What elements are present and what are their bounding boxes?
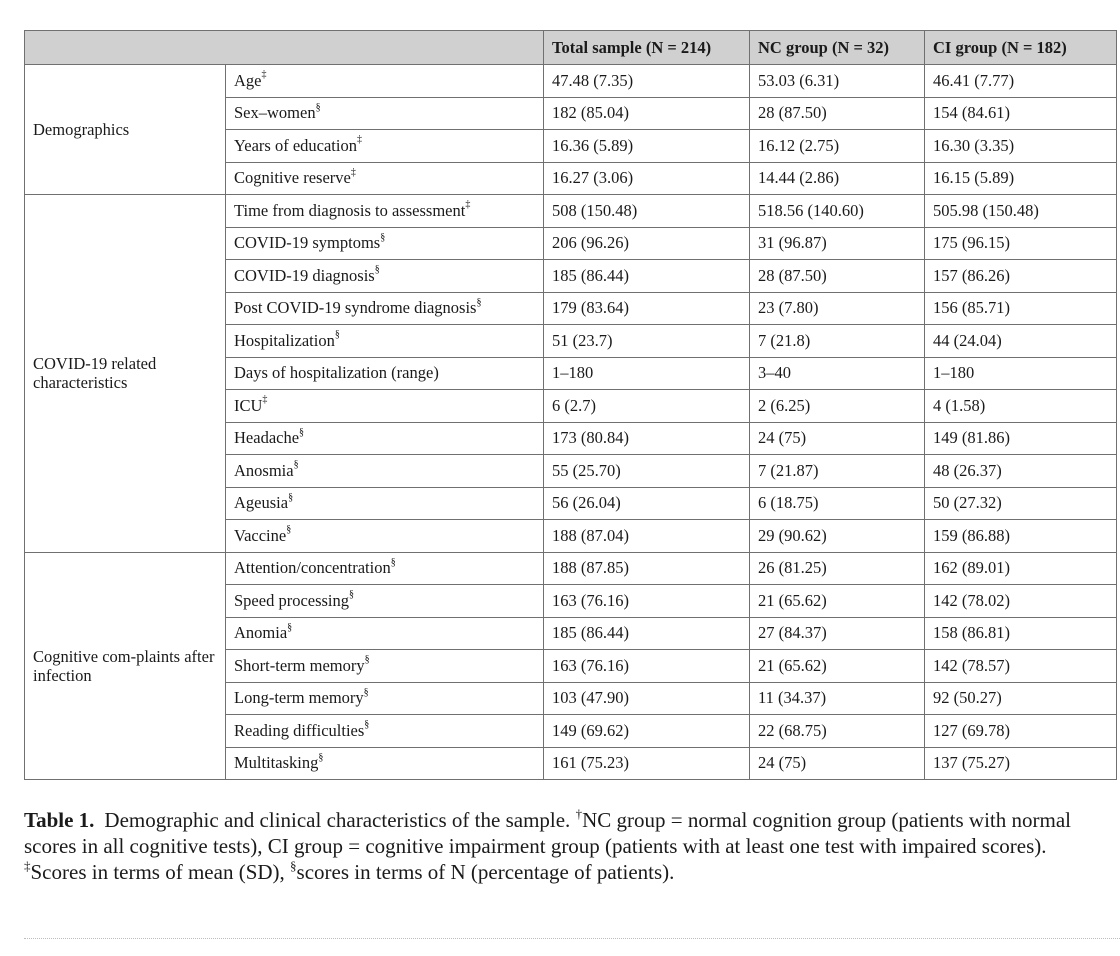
- total-sample-cell: 188 (87.85): [544, 552, 750, 585]
- variable-label: Anosmia: [234, 460, 294, 480]
- variable-cell: [226, 617, 544, 650]
- variable-cell: [226, 585, 544, 618]
- variable-label: Cognitive reserve: [234, 168, 351, 188]
- variable-label: Years of education: [234, 135, 357, 155]
- variable-label: Ageusia: [234, 493, 289, 513]
- ci-group-cell: 154 (84.61): [925, 97, 1117, 130]
- total-sample-cell: 206 (96.26): [544, 227, 750, 260]
- nc-group-cell: 14.44 (2.86): [750, 162, 925, 195]
- nc-group-cell: 24 (75): [750, 747, 925, 780]
- variable-label: Days of hospitalization (range): [234, 363, 439, 383]
- nc-group-cell: 21 (65.62): [750, 650, 925, 683]
- nc-group-cell: 7 (21.8): [750, 325, 925, 358]
- group-label-cell: COVID-19 related characteristics: [25, 195, 226, 553]
- ci-group-cell: 46.41 (7.77): [925, 65, 1117, 98]
- variable-label: Age: [234, 70, 262, 90]
- variable-cell: [226, 552, 544, 585]
- group-label-cell: Demographics: [25, 65, 226, 195]
- variable-cell: [226, 715, 544, 748]
- footnote-mark: §: [374, 264, 380, 276]
- total-sample-cell: 185 (86.44): [544, 260, 750, 293]
- total-sample-cell: 163 (76.16): [544, 585, 750, 618]
- nc-group-cell: 27 (84.37): [750, 617, 925, 650]
- variable-label: Long-term memory: [234, 688, 364, 708]
- total-sample-cell: 185 (86.44): [544, 617, 750, 650]
- nc-group-cell: 6 (18.75): [750, 487, 925, 520]
- ci-group-cell: 4 (1.58): [925, 390, 1117, 423]
- total-sample-cell: 161 (75.23): [544, 747, 750, 780]
- nc-group-cell: 2 (6.25): [750, 390, 925, 423]
- total-sample-cell: 149 (69.62): [544, 715, 750, 748]
- table-row: [25, 195, 1117, 228]
- variable-label: Hospitalization: [234, 330, 335, 350]
- total-sample-cell: 103 (47.90): [544, 682, 750, 715]
- variable-cell: [226, 195, 544, 228]
- nc-group-cell: 22 (68.75): [750, 715, 925, 748]
- footnote-mark: §: [363, 686, 369, 698]
- variable-label: Speed processing: [234, 590, 350, 610]
- total-sample-cell: 47.48 (7.35): [544, 65, 750, 98]
- total-sample-cell: 508 (150.48): [544, 195, 750, 228]
- variable-label: Post COVID-19 syndrome diagnosis: [234, 298, 477, 318]
- nc-group-cell: 24 (75): [750, 422, 925, 455]
- footnote-mark: §: [380, 231, 386, 243]
- table-header-row: [25, 31, 1117, 65]
- variable-label: Anomia: [234, 623, 288, 643]
- nc-group-cell: 518.56 (140.60): [750, 195, 925, 228]
- table-body: [25, 65, 1117, 780]
- variable-cell: [226, 227, 544, 260]
- variable-cell: [226, 325, 544, 358]
- table-row: [25, 552, 1117, 585]
- total-sample-cell: 56 (26.04): [544, 487, 750, 520]
- variable-cell: [226, 357, 544, 390]
- nc-group-cell: 26 (81.25): [750, 552, 925, 585]
- header-blank-cell: [25, 31, 544, 65]
- caption-mark-2: ‡: [24, 858, 31, 873]
- total-sample-cell: 188 (87.04): [544, 520, 750, 553]
- nc-group-cell: 28 (87.50): [750, 97, 925, 130]
- header-total-sample: Total sample (N = 214): [544, 31, 750, 65]
- ci-group-cell: 127 (69.78): [925, 715, 1117, 748]
- ci-group-cell: 175 (96.15): [925, 227, 1117, 260]
- variable-cell: [226, 682, 544, 715]
- ci-group-cell: 142 (78.57): [925, 650, 1117, 683]
- nc-group-cell: 16.12 (2.75): [750, 130, 925, 163]
- ci-group-cell: 162 (89.01): [925, 552, 1117, 585]
- variable-label: Short-term memory: [234, 655, 365, 675]
- table-row: [25, 65, 1117, 98]
- footnote-mark: §: [334, 329, 340, 341]
- ci-group-cell: 142 (78.02): [925, 585, 1117, 618]
- nc-group-cell: 7 (21.87): [750, 455, 925, 488]
- footnote-mark: ‡: [356, 134, 362, 146]
- variable-cell: [226, 260, 544, 293]
- variable-label: Vaccine: [234, 525, 287, 545]
- total-sample-cell: 173 (80.84): [544, 422, 750, 455]
- variable-label: Attention/concentration: [234, 558, 391, 578]
- ci-group-cell: 1–180: [925, 357, 1117, 390]
- nc-group-cell: 53.03 (6.31): [750, 65, 925, 98]
- ci-group-cell: 92 (50.27): [925, 682, 1117, 715]
- footnote-mark: §: [318, 751, 324, 763]
- caption-text-3: Scores in terms of mean (SD),: [30, 860, 291, 884]
- variable-label: COVID-19 diagnosis: [234, 265, 375, 285]
- footnote-mark: §: [390, 556, 396, 568]
- nc-group-cell: 28 (87.50): [750, 260, 925, 293]
- footnote-mark: §: [364, 654, 370, 666]
- total-sample-cell: 1–180: [544, 357, 750, 390]
- total-sample-cell: 51 (23.7): [544, 325, 750, 358]
- total-sample-cell: 163 (76.16): [544, 650, 750, 683]
- total-sample-cell: 182 (85.04): [544, 97, 750, 130]
- nc-group-cell: 31 (96.87): [750, 227, 925, 260]
- variable-cell: [226, 162, 544, 195]
- variable-label: Headache: [234, 428, 300, 448]
- total-sample-cell: 16.27 (3.06): [544, 162, 750, 195]
- footnote-mark: §: [287, 621, 293, 633]
- variable-label: Multitasking: [234, 753, 319, 773]
- total-sample-cell: 55 (25.70): [544, 455, 750, 488]
- caption-mark-3: §: [290, 858, 297, 873]
- ci-group-cell: 158 (86.81): [925, 617, 1117, 650]
- variable-cell: [226, 130, 544, 163]
- variable-cell: [226, 487, 544, 520]
- footnote-mark: ‡: [262, 394, 268, 406]
- variable-cell: [226, 520, 544, 553]
- header-nc-group: NC group (N = 32): [750, 31, 925, 65]
- total-sample-cell: 6 (2.7): [544, 390, 750, 423]
- ci-group-cell: 44 (24.04): [925, 325, 1117, 358]
- variable-cell: [226, 390, 544, 423]
- page-divider: [24, 938, 1120, 939]
- nc-group-cell: 29 (90.62): [750, 520, 925, 553]
- table-caption: [24, 807, 1104, 885]
- variable-cell: [226, 747, 544, 780]
- header-ci-group: CI group (N = 182): [925, 31, 1117, 65]
- variable-label: Reading difficulties: [234, 720, 365, 740]
- ci-group-cell: 505.98 (150.48): [925, 195, 1117, 228]
- variable-cell: [226, 65, 544, 98]
- footnote-mark: §: [288, 491, 294, 503]
- footnote-mark: §: [286, 524, 292, 536]
- ci-group-cell: 159 (86.88): [925, 520, 1117, 553]
- caption-text-4: scores in terms of N (percentage of patients).: [296, 860, 675, 884]
- footnote-mark: §: [293, 459, 299, 471]
- footnote-mark: §: [315, 101, 321, 113]
- nc-group-cell: 23 (7.80): [750, 292, 925, 325]
- caption-label: Table 1.: [24, 808, 95, 832]
- footnote-mark: ‡: [350, 166, 356, 178]
- ci-group-cell: 149 (81.86): [925, 422, 1117, 455]
- variable-label: Time from diagnosis to assessment: [234, 200, 466, 220]
- variable-label: Sex–women: [234, 103, 316, 123]
- nc-group-cell: 3–40: [750, 357, 925, 390]
- caption-text-2: NC group = normal cognition group (patients with normal scores in all cognitive tests), CI group = cognitive impairment group (patients with at least one test with impaired scores).: [24, 808, 1071, 858]
- footnote-mark: §: [349, 589, 355, 601]
- ci-group-cell: 16.30 (3.35): [925, 130, 1117, 163]
- total-sample-cell: 179 (83.64): [544, 292, 750, 325]
- variable-cell: [226, 455, 544, 488]
- group-label-cell: Cognitive com-plaints after infection: [25, 552, 226, 780]
- nc-group-cell: 21 (65.62): [750, 585, 925, 618]
- characteristics-table: [24, 30, 1117, 780]
- ci-group-cell: 50 (27.32): [925, 487, 1117, 520]
- footnote-mark: ‡: [465, 199, 471, 211]
- ci-group-cell: 48 (26.37): [925, 455, 1117, 488]
- variable-cell: [226, 292, 544, 325]
- footnote-mark: §: [299, 426, 305, 438]
- total-sample-cell: 16.36 (5.89): [544, 130, 750, 163]
- variable-cell: [226, 97, 544, 130]
- variable-label: COVID-19 symptoms: [234, 233, 381, 253]
- nc-group-cell: 11 (34.37): [750, 682, 925, 715]
- footnote-mark: §: [476, 296, 482, 308]
- variable-cell: [226, 650, 544, 683]
- ci-group-cell: 157 (86.26): [925, 260, 1117, 293]
- variable-cell: [226, 422, 544, 455]
- caption-mark-1: †: [575, 806, 583, 821]
- variable-label: ICU: [234, 395, 263, 415]
- caption-text-1: Demographic and clinical characteristics of the sample.: [104, 808, 576, 832]
- footnote-mark: §: [364, 719, 370, 731]
- ci-group-cell: 16.15 (5.89): [925, 162, 1117, 195]
- ci-group-cell: 137 (75.27): [925, 747, 1117, 780]
- ci-group-cell: 156 (85.71): [925, 292, 1117, 325]
- footnote-mark: ‡: [261, 69, 267, 81]
